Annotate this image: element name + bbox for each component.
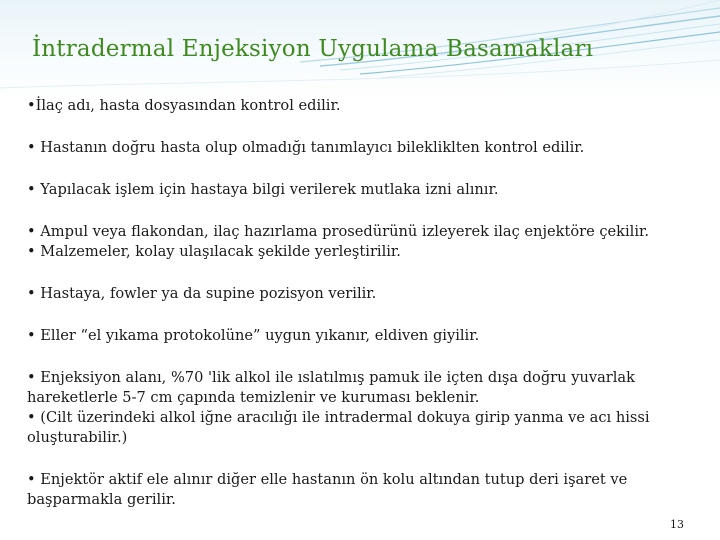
paragraph (27, 326, 699, 346)
paragraph (27, 368, 699, 448)
bullet-line-continuation: hareketlerle 5-7 cm çapında temizlenir ve kuruması beklenir. (27, 389, 480, 406)
page-number: 13 (670, 518, 684, 531)
bullet-line: • Malzemeler, kolay ulaşılacak şekilde yerleştirilir. (27, 243, 401, 260)
bullet-line: • Eller “el yıkama protokolüne” uygun yıkanır, eldiven giyilir. (27, 327, 480, 344)
paragraph (27, 470, 699, 510)
paragraph (27, 284, 699, 304)
bullet-line: • (Cilt üzerindeki alkol iğne aracılığı ile intradermal dokuya girip yanma ve acı hissi (27, 409, 650, 426)
content-body (27, 96, 699, 510)
bullet-line: • Hastaya, fowler ya da supine pozisyon verilir. (27, 285, 377, 302)
bullet-line-continuation: oluşturabilir.) (27, 429, 128, 446)
slide-title: İntradermal Enjeksiyon Uygulama Basamakları (32, 36, 594, 62)
paragraph (27, 96, 699, 116)
paragraph (27, 180, 699, 200)
bullet-line-continuation: başparmakla gerilir. (27, 491, 176, 508)
bullet-line: • Enjektör aktif ele alınır diğer elle hastanın ön kolu altından tutup deri işaret ve (27, 471, 628, 488)
bullet-line: • Yapılacak işlem için hastaya bilgi verilerek mutlaka izni alınır. (27, 181, 499, 198)
bullet-line: • Ampul veya flakondan, ilaç hazırlama prosedürünü izleyerek ilaç enjektöre çekilir. (27, 223, 650, 240)
bullet-line: •İlaç adı, hasta dosyasından kontrol edilir. (27, 97, 341, 114)
paragraph (27, 138, 699, 158)
paragraph (27, 222, 699, 262)
bullet-line: • Enjeksiyon alanı, %70 'lik alkol ile ıslatılmış pamuk ile içten dışa doğru yuvarlak (27, 369, 635, 386)
bullet-line: • Hastanın doğru hasta olup olmadığı tanımlayıcı bilekliklten kontrol edilir. (27, 139, 585, 156)
